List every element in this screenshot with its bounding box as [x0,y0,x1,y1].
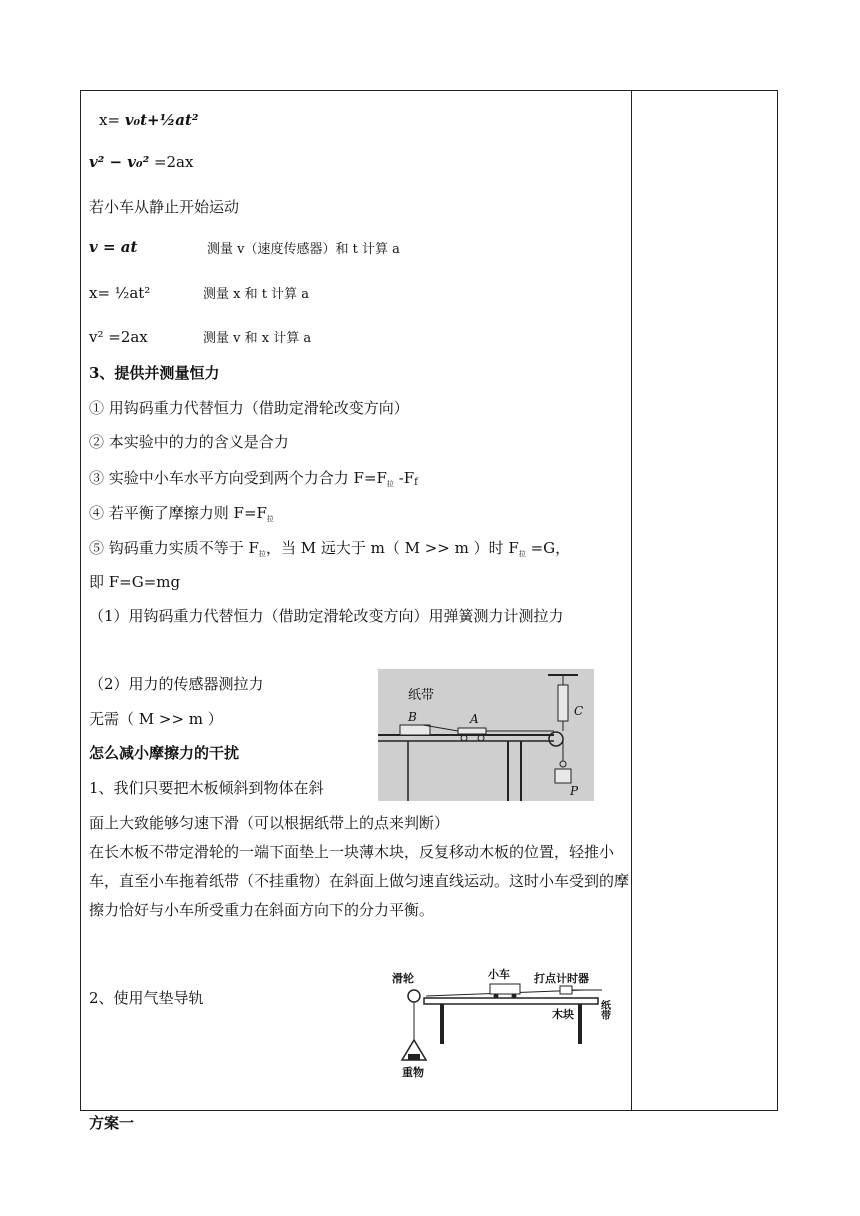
eq2-lhs: v² − v₀² [89,153,150,171]
figure-2-drawing [384,968,624,1080]
paragraph-1: （1）用钩码重力代替恒力（借助定滑轮改变方向）用弹簧测力计测拉力 [89,607,564,625]
label-C: C [574,704,584,718]
table-column-divider [631,90,632,1111]
label-paper-tape-2: 纸带 [598,1000,610,1020]
item-3-sub2: f [414,477,418,488]
label-weight: 重物 [402,1066,424,1079]
row-x-formula: x= ½at² [89,284,151,302]
row-v2-text: 测量 v 和 x 计算 a [203,331,312,346]
friction-paragraph: 在长木板不带定滑轮的一端下面垫上一块薄木块，反复移动木板的位置，轻推小车，直至小车拖着纸带（不挂重物）在斜面上做匀速直线运动。这时小车受到的摩擦力恰好与小车所受重力在斜面方向下的分力平衡。 [89,843,630,919]
formula-v-at: v = at [89,238,138,256]
figure-incline-timer-setup [384,968,624,1080]
item-3 [89,468,418,494]
figure-spring-scale-setup [378,669,594,801]
static-start-line: 若小车从静止开始运动 [89,198,240,216]
label-pulley: 滑轮 [392,972,414,985]
label-wood-block: 木块 [552,1008,574,1021]
row-v-at-text: 测量 v（速度传感器）和 t 计算 a [207,242,400,257]
eq1-rhs: v₀t+½at² [124,111,199,129]
paragraph-3: 无需（ M >> m ） [89,710,223,728]
row-x-text: 测量 x 和 t 计算 a [203,287,309,302]
label-timer: 打点计时器 [534,972,589,985]
item-3-sub: 拉 [386,480,394,488]
eq2-rhs: =2ax [153,153,194,171]
item-4-sub: 拉 [266,515,274,523]
item-5-b: ，当 M 远大于 m（ M >> m ）时 F [265,539,519,557]
item-5 [89,538,570,564]
label-P: P [570,784,579,798]
item-4-a: ④ 若平衡了摩擦力则 F=F [89,504,267,522]
friction-method-1-line2: 面上大致能够匀速下滑（可以根据纸带上的点来判断） [89,814,450,832]
section-3-heading: 3、提供并测量恒力 [89,364,220,382]
item-5-sub2: 拉 [518,550,526,558]
label-B: B [408,710,417,724]
item-5-line2: 即 F=G=mg [89,573,181,591]
friction-method-1-line1: 1、我们只要把木板倾斜到物体在斜 [89,779,324,797]
friction-method-2: 2、使用气垫导轨 [89,989,204,1007]
row-v-at [89,237,137,257]
equation-velocity-squared [89,152,193,172]
label-cart: 小车 [488,968,510,981]
item-1: ① 用钩码重力代替恒力（借助定滑轮改变方向） [89,399,409,417]
item-5-a: ⑤ 钩码重力实质不等于 F [89,539,259,557]
item-4 [89,503,274,529]
plan-1-heading: 方案一 [89,1114,135,1132]
item-5-c: =G， [525,539,571,557]
row-v2-formula: v² =2ax [89,328,148,346]
table-frame [80,90,778,1111]
item-2: ② 本实验中的力的含义是合力 [89,433,289,451]
eq1-lhs: x= [99,111,121,129]
label-paper-tape: 纸带 [408,688,435,703]
item-3-a: ③ 实验中小车水平方向受到两个力合力 F=F [89,469,387,487]
label-A: A [470,712,479,726]
equation-displacement [99,110,198,130]
friction-heading: 怎么减小摩擦力的干扰 [89,744,240,762]
paragraph-2: （2）用力的传感器测拉力 [89,675,264,693]
item-3-b: -F [393,469,415,487]
figure-1-drawing [378,669,594,801]
item-5-sub: 拉 [258,550,266,558]
